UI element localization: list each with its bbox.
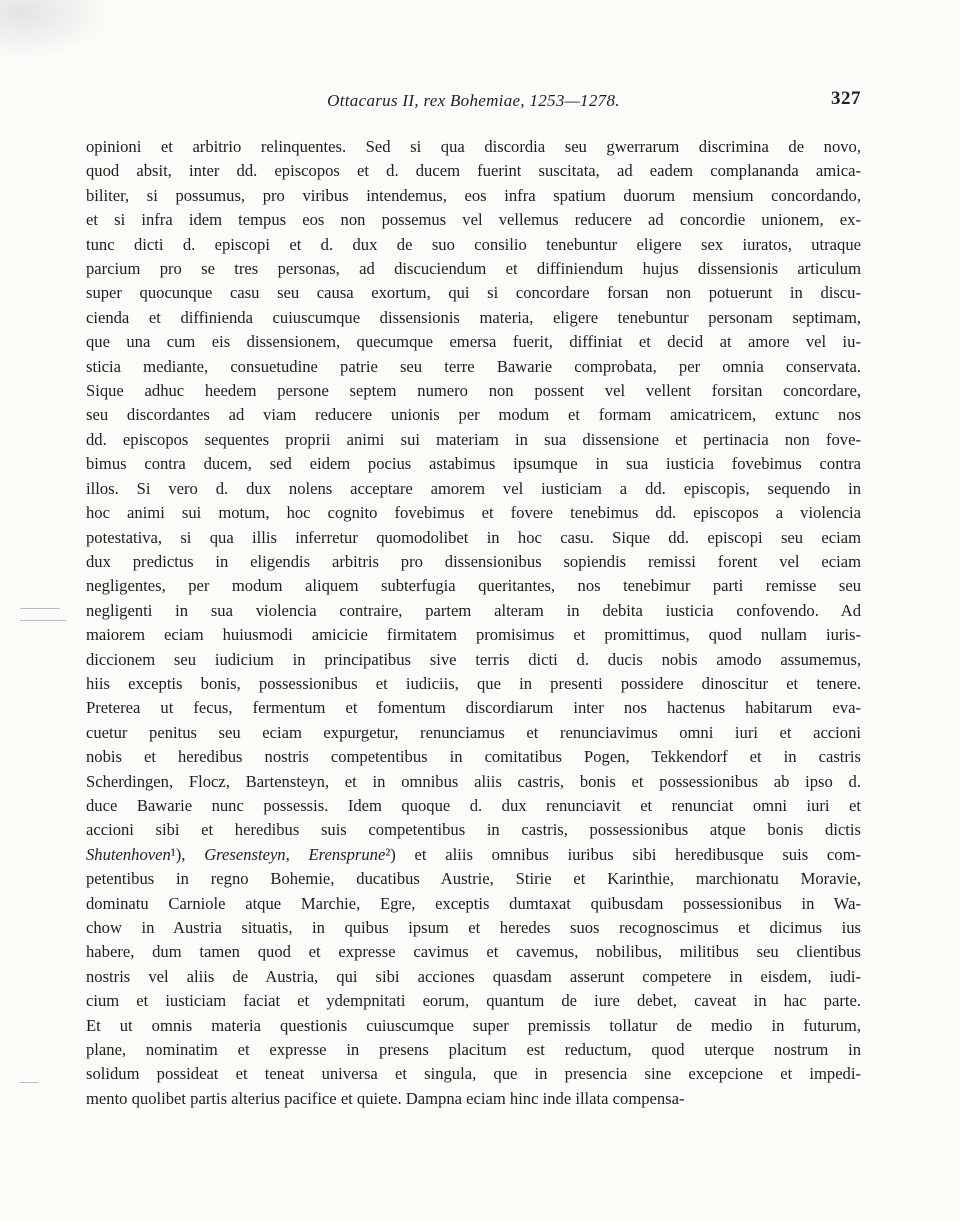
text-line: habere, dum tamen quod et expresse cavimus et cavemus, nobilibus, militibus seu clientibus [86,942,861,962]
text-line: illos. Si vero d. dux nolens acceptare amorem vel iusticiam a dd. episcopis, sequendo in [86,478,861,498]
text-line: cium et iusticiam faciat et ydempnitati eorum, quantum de iure debet, caveat in hac parte. [86,991,861,1011]
text-line: Sique adhuc heedem persone septem numero non possent vel vellent forsitan concordare, [86,381,861,401]
text-line: nostris vel aliis de Austria, qui sibi acciones quasdam asserunt competere in eisdem, iudi- [86,966,861,986]
text-line: Shutenhoven¹), Gresensteyn, Erensprune²) et aliis omnibus iuribus sibi heredibusque suis com- [86,844,861,864]
text-line: dd. episcopos sequentes proprii animi sui materiam in sua dissensione et pertinacia non fove- [86,429,861,449]
body-text [86,135,861,1111]
text-line: super quocunque casu seu causa exortum, qui si concordare forsan non potuerunt in discu- [86,283,861,303]
text-line: plane, nominatim et expresse in presens placitum est reductum, quod uterque nostrum in [86,1040,861,1060]
running-title: Ottacarus II, rex Bohemiae, 1253—1278. [327,91,620,110]
text-line: que una cum eis dissensionem, quecumque emersa fuerit, diffiniat et decid at amore vel iu- [86,332,861,352]
margin-mark [20,620,66,621]
text-line: cuetur penitus seu eciam expurgetur, renunciamus et renunciavimus omni iuri et accioni [86,722,861,742]
text-line: diccionem seu iudicium in principatibus sive terris dicti d. ducis nobis amodo assumemus, [86,649,861,669]
text-line: sticia mediante, consuetudine patrie seu terre Bawarie comprobata, per omnia conservata. [86,356,861,376]
text-line: negligentes, per modum aliquem subterfugia queritantes, nos tenebimur parti remisse seu [86,576,861,596]
text-line: accioni sibi et heredibus suis competentibus in castris, possessionibus atque bonis dictis [86,820,861,840]
text-line: et si infra idem tempus eos non possemus vel vellemus reducere ad concordie unionem, ex- [86,210,861,230]
text-line: biliter, si possumus, pro viribus intendemus, eos infra spatium duorum mensium concordando, [86,185,861,205]
text-line: hiis exceptis bonis, possessionibus et iudiciis, que in presenti possidere dinoscitur et tenere. [86,673,861,693]
text-line: negligenti in sua violencia contraire, partem alteram in debita iusticia confovendo. Ad [86,600,861,620]
text-line: petentibus in regno Bohemie, ducatibus Austrie, Stirie et Karinthie, marchionatu Moravie, [86,869,861,889]
text-line: dominatu Carniole atque Marchie, Egre, exceptis dumtaxat quibusdam possessionibus in Wa- [86,893,861,913]
text-line: potestativa, si qua illis inferretur quomodolibet in hoc casu. Sique dd. episcopi seu eciam [86,527,861,547]
text-line: seu discordantes ad viam reducere unionis per modum et formam amicatricem, extunc nos [86,405,861,425]
text-line: hoc animi sui motum, hoc cognito fovebimus et fovere tenebimus dd. episcopos a violencia [86,503,861,523]
text-line: mento quolibet partis alterius pacifice et quiete. Dampna eciam hinc inde illata compensa- [86,1088,685,1108]
text-line: Scherdingen, Flocz, Bartensteyn, et in omnibus aliis castris, bonis et possessionibus ab ipso d. [86,771,861,791]
text-line: dux predictus in eligendis arbitris pro dissensionibus sopiendis remissi forent vel eciam [86,551,861,571]
text-line: Preterea ut fecus, fermentum et fomentum discordiarum inter nos hactenus habitarum eva- [86,698,861,718]
text-line: duce Bawarie nunc possessis. Idem quoque d. dux renunciavit et renunciat omni iuri et [86,795,861,815]
text-line: cienda et diffinienda cuiuscumque dissensionis materia, eligere tenebuntur personam septimam, [86,307,861,327]
text-line: Et ut omnis materia questionis cuiuscumque super premissis tollatur de medio in futurum, [86,1015,861,1035]
text-line: maiorem eciam huiusmodi amicicie firmitatem promisimus et promittimus, quod nullam iuris- [86,625,861,645]
text-line: tunc dicti d. episcopi et d. dux de suo consilio tenebuntur eligere sex iuratos, utraque [86,234,861,254]
text-line: bimus contra ducem, sed eidem pocius astabimus ipsumque in sua iusticia fovebimus contra [86,454,861,474]
text-line: nobis et heredibus nostris competentibus in comitatibus Pogen, Tekkendorf et in castris [86,747,861,767]
text-line: quod absit, inter dd. episcopos et d. ducem fuerint suscitata, ad eadem complananda amica- [86,161,861,181]
scan-smudge [0,0,110,60]
text-line: opinioni et arbitrio relinquentes. Sed si qua discordia seu gwerrarum discrimina de novo, [86,137,861,156]
running-head [86,88,861,114]
text-line: chow in Austria situatis, in quibus ipsum et heredes suos recognoscimus et dicimus ius [86,918,861,937]
text-line: solidum possideat et teneat universa et singula, que in presencia sine excepcione et impedi- [86,1064,861,1084]
margin-mark [20,608,60,609]
margin-mark [20,1082,38,1083]
page-number: 327 [831,88,861,109]
text-line: parcium pro se tres personas, ad discuciendum et diffiniendum hujus dissensionis articulum [86,259,861,279]
